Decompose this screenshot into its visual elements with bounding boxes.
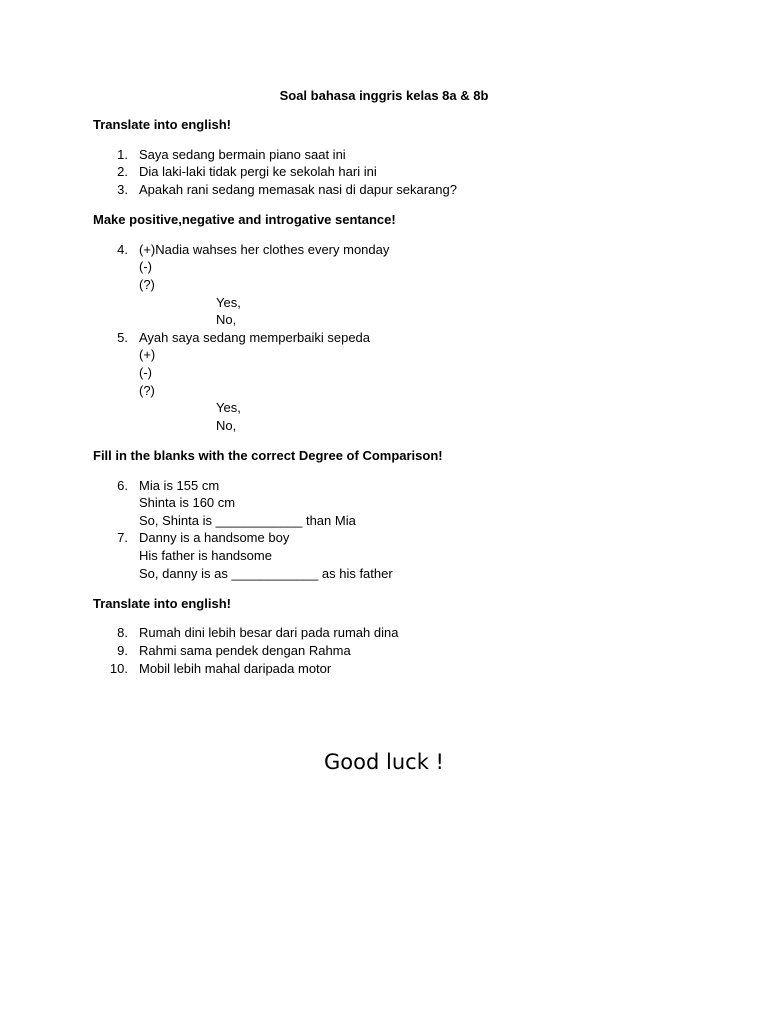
item-number-5: 5.: [117, 330, 128, 345]
item-8-text: Rumah dini lebih besar dari pada rumah dina: [139, 625, 399, 640]
item-5-text: Ayah saya sedang memperbaiki sepeda: [139, 330, 371, 345]
item-3-text: Apakah rani sedang memasak nasi di dapur sekarang?: [139, 182, 457, 197]
item-number-10: 10.: [109, 661, 128, 676]
item-5-answer-no: No,: [216, 418, 237, 433]
item-2-text: Dia laki-laki tidak pergi ke sekolah hari ini: [139, 164, 377, 179]
item-number-6: 6.: [117, 478, 128, 493]
section-heading-translate-2: Translate into english!: [93, 596, 231, 611]
item-number-2: 2.: [117, 164, 128, 179]
item-6-line-3: So, Shinta is ____________ than Mia: [139, 513, 356, 528]
item-10-text: Mobil lebih mahal daripada motor: [139, 661, 332, 676]
item-5-answer-yes: Yes,: [216, 400, 241, 415]
item-7-line-1: Danny is a handsome boy: [139, 530, 290, 545]
item-4-question: (?): [139, 277, 155, 292]
item-number-1: 1.: [117, 147, 128, 162]
item-number-8: 8.: [117, 625, 128, 640]
item-number-4: 4.: [117, 242, 128, 257]
item-7-line-3: So, danny is as ____________ as his father: [139, 566, 393, 581]
item-number-9: 9.: [117, 643, 128, 658]
section-heading-comparison: Fill in the blanks with the correct Degree of Comparison!: [93, 448, 443, 463]
item-number-3: 3.: [117, 182, 128, 197]
item-1-text: Saya sedang bermain piano saat ini: [139, 147, 346, 162]
item-9-text: Rahmi sama pendek dengan Rahma: [139, 643, 351, 658]
item-4-negative: (-): [139, 259, 152, 274]
item-5-question: (?): [139, 383, 155, 398]
item-6-line-2: Shinta is 160 cm: [139, 495, 236, 510]
item-4-answer-yes: Yes,: [216, 295, 241, 310]
item-4-positive: (+)Nadia wahses her clothes every monday: [139, 242, 390, 257]
section-heading-sentences: Make positive,negative and introgative sentance!: [93, 212, 396, 227]
item-5-positive: (+): [139, 347, 156, 362]
item-5-negative: (-): [139, 365, 152, 380]
item-number-7: 7.: [117, 530, 128, 545]
section-heading-translate-1: Translate into english!: [93, 117, 231, 132]
document-title: Soal bahasa inggris kelas 8a & 8b: [279, 88, 489, 103]
closing-message: Good luck !: [324, 750, 444, 774]
item-6-line-1: Mia is 155 cm: [139, 478, 220, 493]
item-7-line-2: His father is handsome: [139, 548, 272, 563]
item-4-answer-no: No,: [216, 312, 237, 327]
